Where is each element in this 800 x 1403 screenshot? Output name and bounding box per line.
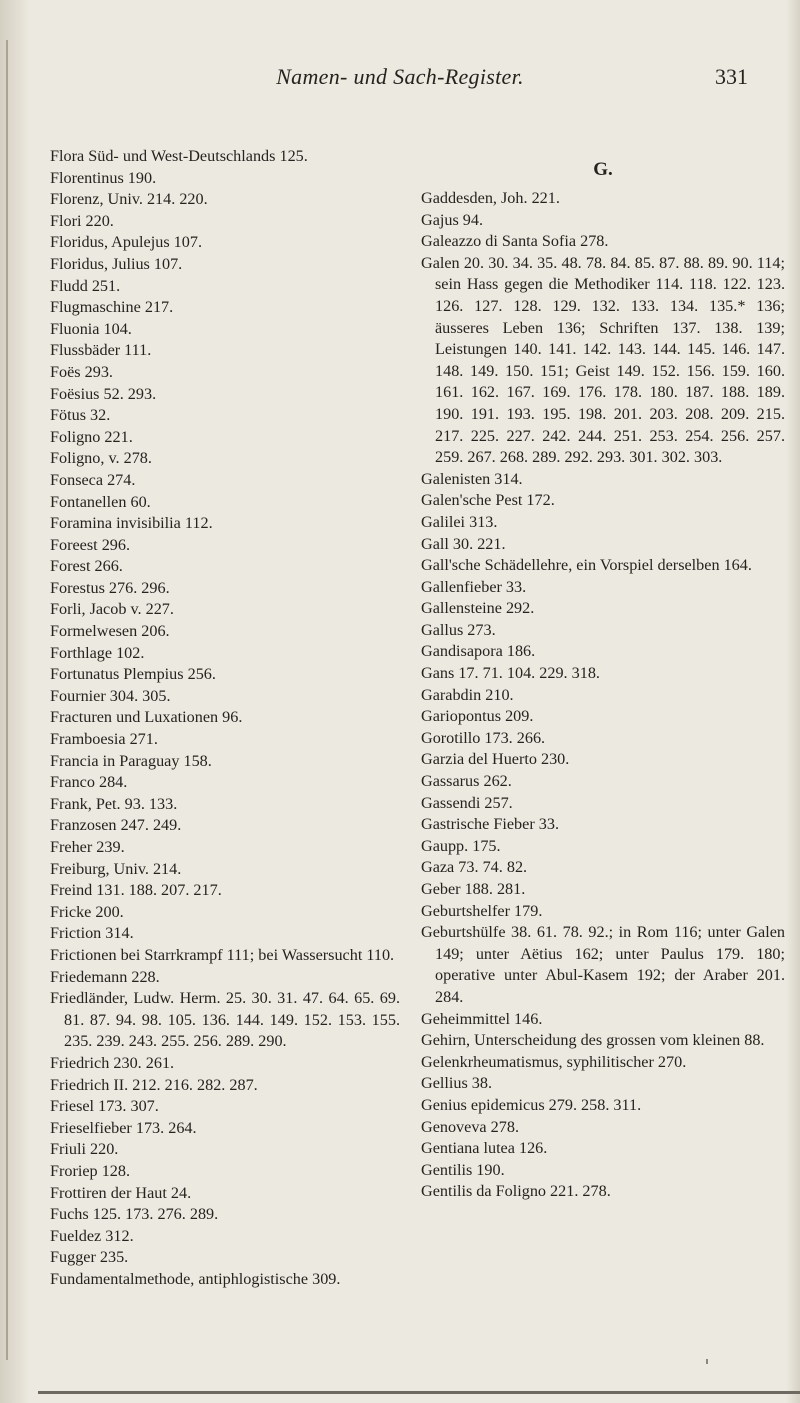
index-entry: Fontanellen 60. — [50, 492, 151, 511]
index-entry: Friedländer, Ludw. Herm. 25. 30. 31. 47. 64. 65. 69. 81. 87. 94. 98. 105. 136. 144. 149. 152. 153. 155. 235. 239. 243. 255. 256. 289. 290. — [50, 989, 400, 1051]
index-entry: Gallus 273. — [421, 620, 496, 639]
index-entry: Freiburg, Univ. 214. — [50, 859, 182, 878]
index-entry: Gentilis da Foligno 221. 278. — [421, 1182, 611, 1201]
index-entry: Foësius 52. 293. — [50, 384, 157, 403]
index-entry: Friuli 220. — [50, 1140, 119, 1159]
index-entry: Fournier 304. 305. — [50, 686, 171, 705]
left-column — [50, 146, 400, 1290]
index-entry: Fundamentalmethode, antiphlogistische 309. — [50, 1269, 341, 1288]
index-entry: Franzosen 247. 249. — [50, 816, 182, 835]
index-entry: Frieselfieber 173. 264. — [50, 1118, 197, 1137]
page-gutter — [0, 0, 30, 1403]
running-title: Namen- und Sach-Register. — [276, 64, 524, 89]
index-entry: Gall 30. 221. — [421, 534, 506, 553]
index-entry: Freind 131. 188. 207. 217. — [50, 881, 222, 900]
index-entry: Fluonia 104. — [50, 319, 132, 338]
index-entry: Gariopontus 209. — [421, 707, 534, 726]
index-entry: Genoveva 278. — [421, 1117, 519, 1136]
index-entry: Flugmaschine 217. — [50, 298, 174, 317]
index-entry: Francia in Paraguay 158. — [50, 751, 212, 770]
index-entry: Foreest 296. — [50, 535, 131, 554]
index-entry: Geber 188. 281. — [421, 880, 526, 898]
index-entry: Gassendi 257. — [421, 793, 513, 812]
index-entry: Franco 284. — [50, 773, 128, 792]
index-entry: Fortunatus Plempius 256. — [50, 665, 216, 684]
index-entry: Frictionen bei Starrkrampf 111; bei Wassersucht 110. — [50, 945, 395, 964]
index-entry: Forestus 276. 296. — [50, 578, 170, 597]
print-mark — [706, 1359, 708, 1364]
index-entry: Gentiana lutea 126. — [421, 1139, 548, 1158]
index-entry: Fueldez 312. — [50, 1226, 134, 1245]
page-header — [0, 64, 800, 104]
index-entry: Foligno, v. 278. — [50, 449, 152, 468]
index-entry: Gajus 94. — [421, 210, 484, 229]
right-column — [421, 146, 785, 1203]
page-edge — [786, 0, 800, 1403]
index-entry: Gall'sche Schädellehre, ein Vorspiel derselben 164. — [421, 556, 752, 575]
index-entry: Gentilis 190. — [421, 1160, 505, 1179]
index-entry: Forli, Jacob v. 227. — [50, 600, 174, 619]
index-entry: Gehirn, Unterscheidung des grossen vom kleinen 88. — [421, 1031, 765, 1050]
index-entry: Friesel 173. 307. — [50, 1097, 159, 1116]
index-entry: Friedemann 228. — [50, 967, 160, 986]
index-entry: Gans 17. 71. 104. 229. 318. — [421, 664, 600, 683]
index-entry: Gandisapora 186. — [421, 642, 536, 661]
index-entry: Forest 266. — [50, 557, 123, 576]
index-entry: Florenz, Univ. 214. 220. — [50, 190, 208, 209]
index-entry: Friedrich II. 212. 216. 282. 287. — [50, 1075, 258, 1094]
binding-shadow — [6, 40, 8, 1360]
index-entry: Formelwesen 206. — [50, 622, 170, 641]
index-entry: Genius epidemicus 279. 258. 311. — [421, 1095, 642, 1114]
index-entry: Forthlage 102. — [50, 643, 145, 662]
index-entry: Gaddesden, Joh. 221. — [421, 189, 560, 207]
index-entry: Geheimmittel 146. — [421, 1009, 543, 1028]
index-entry: Friedrich 230. 261. — [50, 1053, 175, 1072]
index-entry: Fugger 235. — [50, 1248, 129, 1267]
index-entry: Galen'sche Pest 172. — [421, 491, 555, 510]
index-entry: Frank, Pet. 93. 133. — [50, 794, 178, 813]
index-entry: Foligno 221. — [50, 427, 133, 446]
index-entry: Florentinus 190. — [50, 168, 157, 187]
index-entry: Frottiren der Haut 24. — [50, 1183, 192, 1202]
page-number: 331 — [715, 64, 748, 89]
index-entry: Fricke 200. — [50, 902, 124, 921]
index-entry: Fracturen und Luxationen 96. — [50, 708, 243, 727]
index-entry: Galen 20. 30. 34. 35. 48. 78. 84. 85. 87. 88. 89. 90. 114; sein Hass gegen die Methodiker 114. 118. 122. 123. 126. 127. 128. 129. 132. 133. 134. 135.* 136; äusseres Leben 136; Schriften 137. 138. 139; Leistungen 140. 141. 142. 143. 144. 145. 146. 147. 148. 149. 150. 151; Geist 149. 152. 156. 159. 160. 161. 162. 167. 169. 176. 178. 180. 187. 188. 189. 190. 191. 193. 195. 198. 201. 203. 208. 209. 215. 217. 225. 227. 242. 244. 251. 253. 254. 256. 257. 259. 267. 268. 289. 292. 293. 301. 302. 303. — [421, 253, 785, 467]
index-entry: Geburtshülfe 38. 61. 78. 92.; in Rom 116; unter Galen 149; unter Aëtius 162; unter Paulus 179. 180; operative unter Abul-Kasem 192; der Araber 201. 284. — [421, 923, 785, 1006]
index-entry: Gellius 38. — [421, 1074, 493, 1093]
index-entry: Foramina invisibilia 112. — [50, 514, 213, 533]
section-letter-g: G. — [593, 159, 613, 180]
index-entry: Gelenkrheumatismus, syphilitischer 270. — [421, 1052, 687, 1071]
index-entry: Flori 220. — [50, 211, 114, 230]
index-entry: Floridus, Julius 107. — [50, 254, 183, 273]
index-entry: Galeazzo di Santa Sofia 278. — [421, 232, 609, 251]
index-entry: Geburtshelfer 179. — [421, 901, 543, 920]
index-entry: Fonseca 274. — [50, 470, 136, 489]
index-entry: Floridus, Apulejus 107. — [50, 233, 202, 252]
index-entry: Flussbäder 111. — [50, 341, 152, 360]
index-entry: Gallensteine 292. — [421, 599, 535, 618]
index-entry: Gaupp. 175. — [421, 836, 501, 855]
index-entry: Froriep 128. — [50, 1161, 131, 1180]
index-entry: Fludd 251. — [50, 276, 121, 295]
index-entry: Framboesia 271. — [50, 730, 158, 749]
bottom-rule — [38, 1391, 800, 1394]
index-entry: Gastrische Fieber 33. — [421, 815, 560, 834]
index-entry: Galenisten 314. — [421, 469, 523, 488]
index-entry: Gassarus 262. — [421, 772, 512, 791]
index-entry: Fötus 32. — [50, 406, 111, 425]
index-entry: Fuchs 125. 173. 276. 289. — [50, 1205, 219, 1224]
index-entry: Foës 293. — [50, 362, 113, 381]
index-entry: Garzia del Huerto 230. — [421, 750, 570, 769]
index-entry: Garabdin 210. — [421, 685, 514, 704]
index-entry: Gaza 73. 74. 82. — [421, 858, 528, 877]
index-entry: Freher 239. — [50, 838, 125, 856]
index-entry: Gallenfieber 33. — [421, 577, 527, 596]
index-entry: Friction 314. — [50, 924, 134, 943]
index-entry: Flora Süd- und West-Deutschlands 125. — [50, 147, 308, 165]
index-entry: Galilei 313. — [421, 512, 498, 531]
index-entry: Gorotillo 173. 266. — [421, 728, 546, 747]
